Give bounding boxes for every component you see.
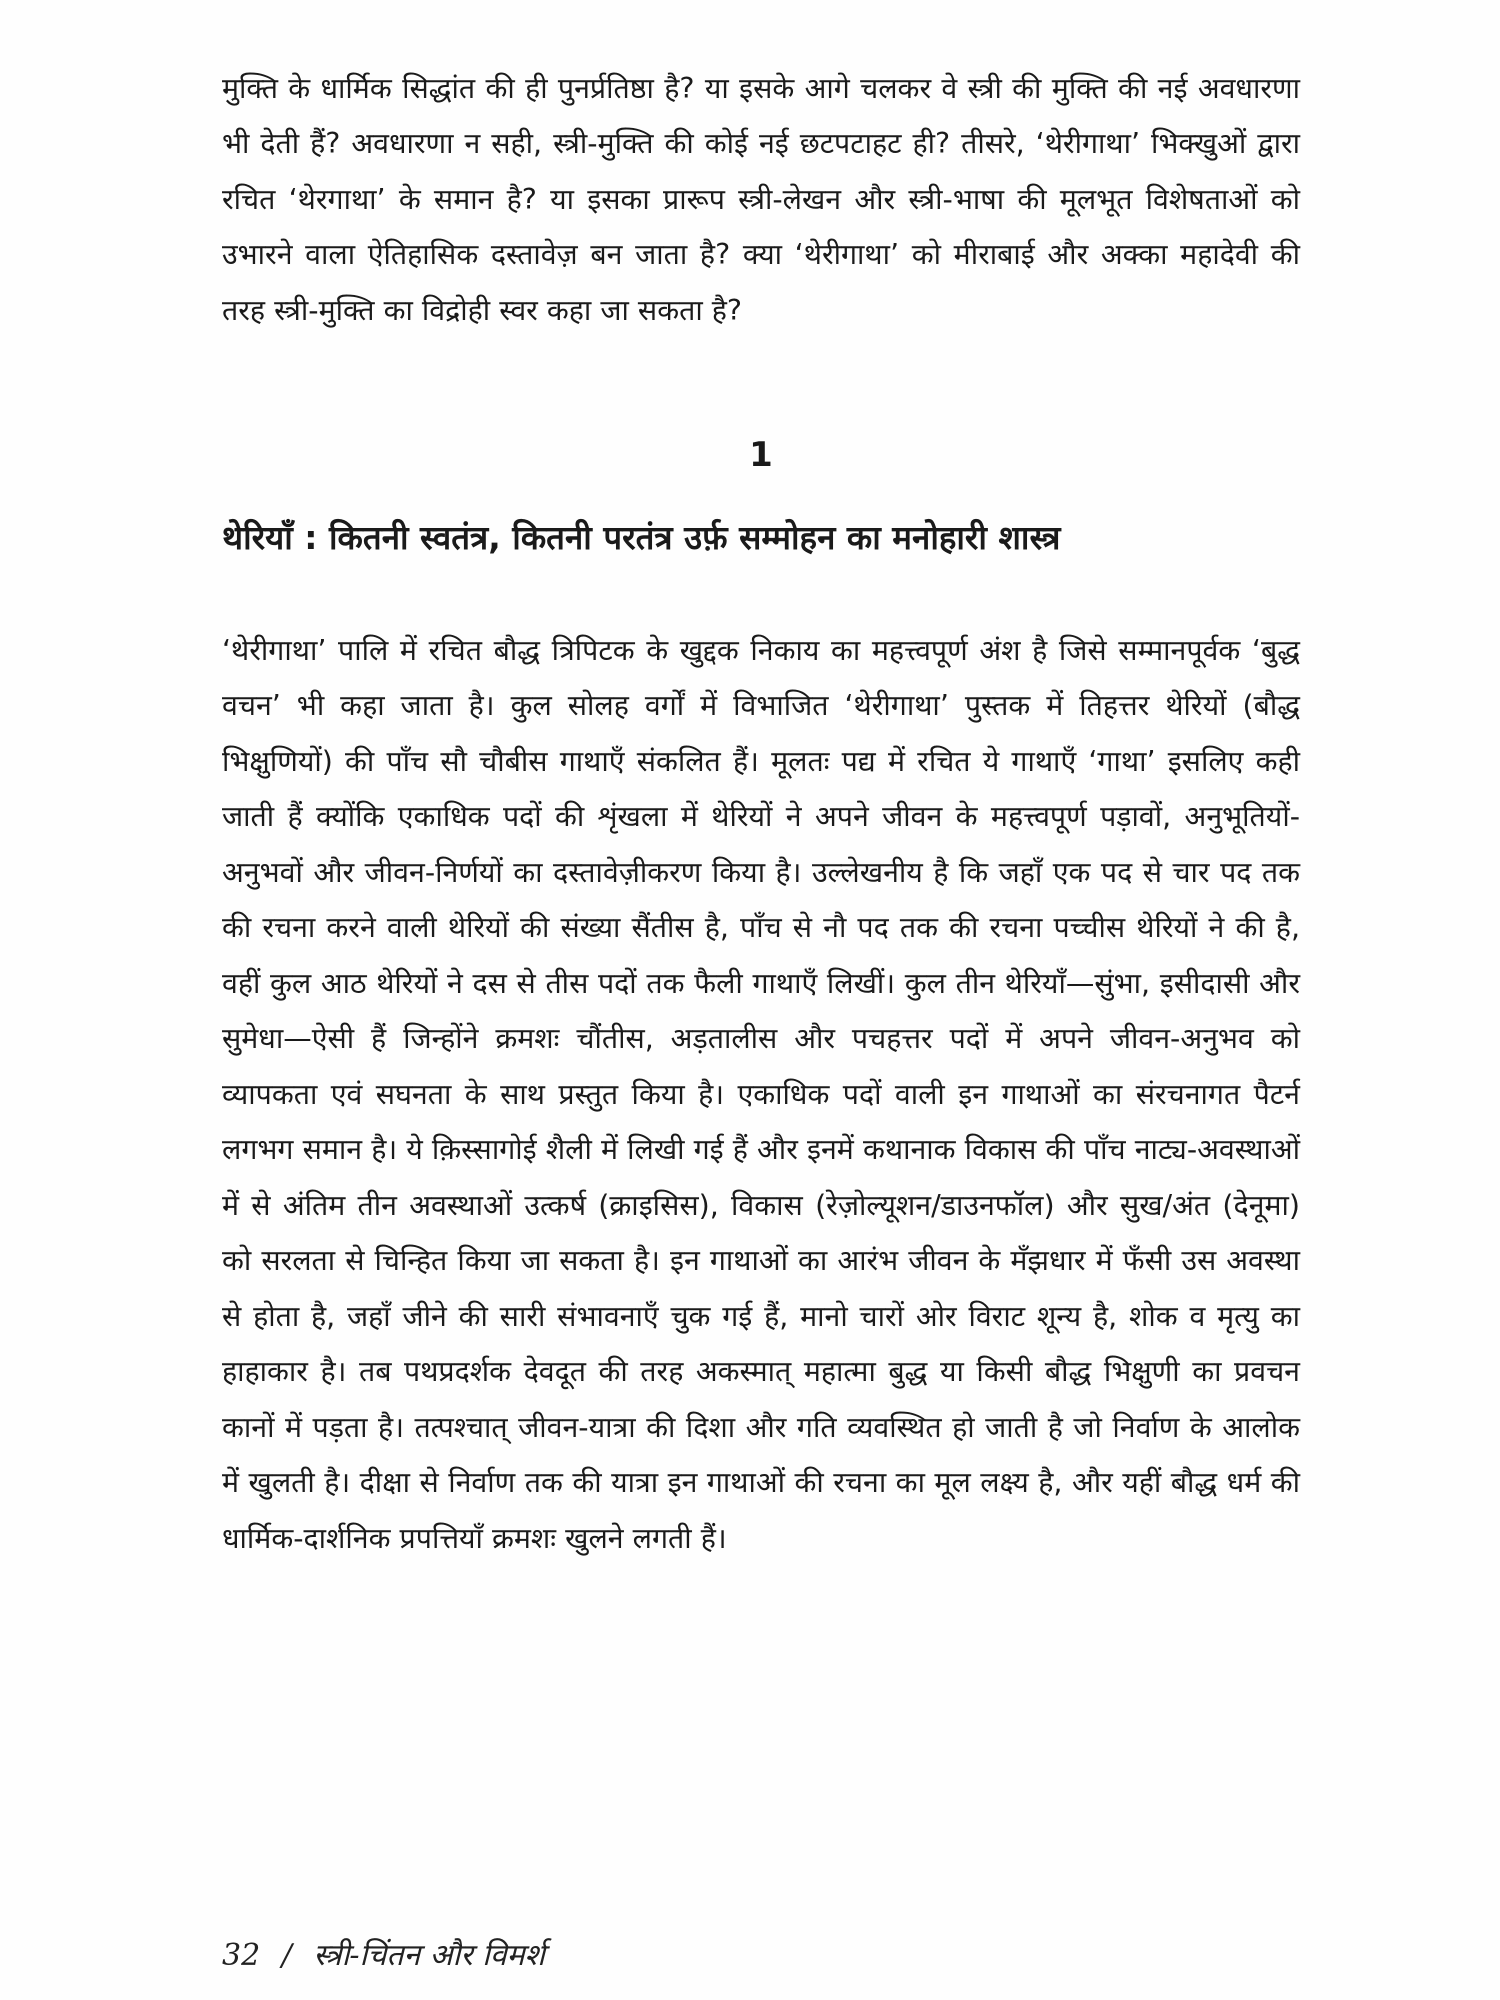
page-footer <box>222 1936 545 1976</box>
page-number: 32 <box>222 1938 261 1973</box>
body-paragraph: ‘थेरीगाथा’ पालि में रचित बौद्ध त्रिपिटक के खुद्दक निकाय का महत्त्वपूर्ण अंश है जिसे सम्मानपूर्वक ‘बुद्ध वचन’ भी कहा जाता है। कुल सोलह वर्गों में विभाजित ‘थेरीगाथा’ पुस्तक में तिहत्तर थेरियों (बौद्ध भिक्षुणियों) की पाँच सौ चौबीस गाथाएँ संकलित हैं। मूलतः पद्य में रचित ये गाथाएँ ‘गाथा’ इसलिए कही जाती हैं क्योंकि एकाधिक पदों की शृंखला में थेरियों ने अपने जीवन के महत्त्वपूर्ण पड़ावों, अनुभूतियों-अनुभवों और जीवन-निर्णयों का दस्तावेज़ीकरण किया है। उल्लेखनीय है कि जहाँ एक पद से चार पद तक की रचना करने वाली थेरियों की संख्या सैंतीस है, पाँच से नौ पद तक की रचना पच्चीस थेरियों ने की है, वहीं कुल आठ थेरियों ने दस से तीस पदों तक फैली गाथाएँ लिखीं। कुल तीन थेरियाँ—सुंभा, इसीदासी और सुमेधा—ऐसी हैं जिन्होंने क्रमशः चौंतीस, अड़तालीस और पचहत्तर पदों में अपने जीवन-अनुभव को व्यापकता एवं सघनता के साथ प्रस्तुत किया है। एकाधिक पदों वाली इन गाथाओं का संरचनागत पैटर्न लगभग समान है। ये क़िस्सागोई शैली में लिखी गई हैं और इनमें कथानाक विकास की पाँच नाट्य-अवस्थाओं में से अंतिम तीन अवस्थाओं उत्कर्ष (क्राइसिस), विकास (रेज़ोल्यूशन/डाउनफॉल) और सुख/अंत (देनूमा) को सरलता से चिन्हित किया जा सकता है। इन गाथाओं का आरंभ जीवन के मँझधार में फँसी उस अवस्था से होता है, जहाँ जीने की सारी संभावनाएँ चुक गई हैं, मानो चारों ओर विराट शून्य है, शोक व मृत्यु का हाहाकार है। तब पथप्रदर्शक देवदूत की तरह अकस्मात् महात्मा बुद्ध या किसी बौद्ध भिक्षुणी का प्रवचन कानों में पड़ता है। तत्पश्चात् जीवन-यात्रा की दिशा और गति व्यवस्थित हो जाती है जो निर्वाण के आलोक में खुलती है। दीक्षा से निर्वाण तक की यात्रा इन गाथाओं की रचना का मूल लक्ष्य है, और यहीं बौद्ध धर्म की धार्मिक-दार्शनिक प्रपत्तियाँ क्रमशः खुलने लगती हैं। <box>222 633 1300 1555</box>
book-title: स्त्री-चिंतन और विमर्श <box>313 1938 545 1973</box>
intro-paragraph: मुक्ति के धार्मिक सिद्धांत की ही पुनर्प्रतिष्ठा है? या इसके आगे चलकर वे स्त्री की मुक्ति की नई अवधारणा भी देती हैं? अवधारणा न सही, स्त्री-मुक्ति की कोई नई छटपटाहट ही? तीसरे, ‘थेरीगाथा’ भिक्खुओं द्वारा रचित ‘थेरगाथा’ के समान है? या इसका प्रारूप स्त्री-लेखन और स्त्री-भाषा की मूलभूत विशेषताओं को उभारने वाला ऐतिहासिक दस्तावेज़ बन जाता है? क्या ‘थेरीगाथा’ को मीराबाई और अक्का महादेवी की तरह स्त्री-मुक्ति का विद्रोही स्वर कहा जा सकता है? <box>222 71 1300 327</box>
section-number: 1 <box>749 435 773 475</box>
section-heading: थेरियाँ : कितनी स्वतंत्र, कितनी परतंत्र उर्फ़ सम्मोहन का मनोहारी शास्त्र <box>222 518 1061 558</box>
footer-separator: / <box>281 1938 292 1973</box>
